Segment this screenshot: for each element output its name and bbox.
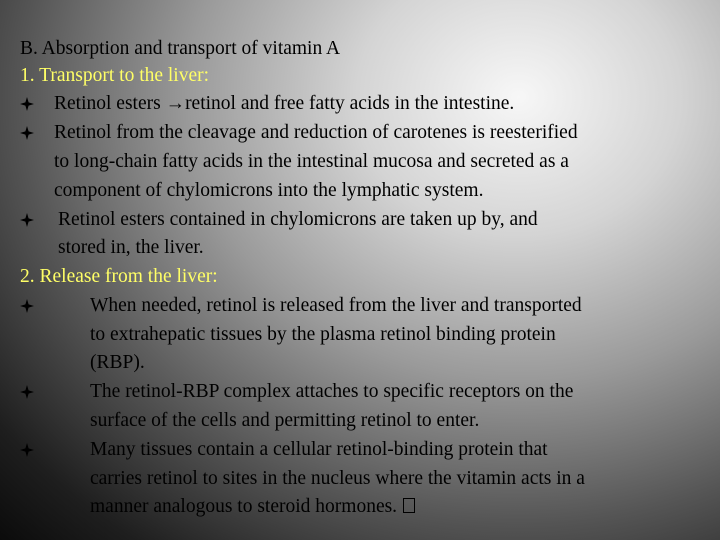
slide-title: B. Absorption and transport of vitamin A	[20, 38, 341, 59]
diamond-bullet-icon	[20, 97, 34, 111]
item-2-1-line-1: When needed, retinol is released from the liver and transported	[90, 295, 582, 316]
item-1-3-line-1: Retinol esters contained in chylomicrons are taken up by, and	[58, 209, 538, 230]
item-1-2-line-2: to long-chain fatty acids in the intestinal mucosa and secreted as a	[54, 151, 569, 172]
diamond-bullet-icon	[20, 126, 34, 140]
section-1-heading: 1. Transport to the liver:	[20, 65, 210, 86]
item-1-1-line-1: Retinol esters →retinol and free fatty acids in the intestine.	[54, 93, 515, 114]
diamond-bullet-icon	[20, 299, 34, 313]
item-1-2-line-1: Retinol from the cleavage and reduction of carotenes is reesterified	[54, 122, 578, 143]
item-1-2-line-3: component of chylomicrons into the lymphatic system.	[54, 180, 484, 201]
item-2-2-line-1: The retinol-RBP complex attaches to specific receptors on the	[90, 381, 574, 402]
item-2-1-line-2: to extrahepatic tissues by the plasma retinol binding protein	[90, 324, 556, 345]
item-2-3-line-1: Many tissues contain a cellular retinol-binding protein that	[90, 439, 548, 460]
diamond-bullet-icon	[20, 385, 34, 399]
item-2-3-line-3-row	[90, 497, 415, 517]
item-2-2-line-2: surface of the cells and permitting retinol to enter.	[90, 410, 480, 431]
item-2-3-line-3: manner analogous to steroid hormones.	[90, 496, 398, 517]
section-2-heading: 2. Release from the liver:	[20, 266, 218, 287]
diamond-bullet-icon	[20, 443, 34, 457]
diamond-bullet-icon	[20, 213, 34, 227]
item-1-3-line-2: stored in, the liver.	[58, 237, 204, 258]
missing-glyph-box-icon	[403, 498, 415, 513]
item-2-1-line-3: (RBP).	[90, 352, 145, 373]
item-2-3-line-2: carries retinol to sites in the nucleus where the vitamin acts in a	[90, 468, 585, 489]
